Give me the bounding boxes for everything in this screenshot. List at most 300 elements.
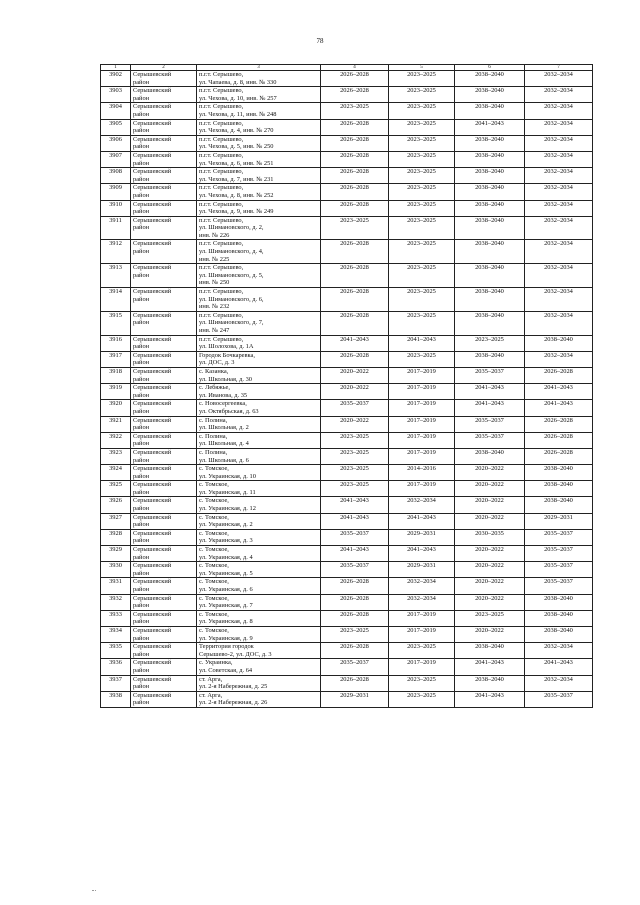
period-value: 2020–2022 xyxy=(475,578,504,586)
district-name: Серышевский xyxy=(133,400,172,408)
period-value: 2023–2025 xyxy=(407,288,436,296)
period-value: 2041–2043 xyxy=(407,546,436,554)
period-value: 2026–2028 xyxy=(340,675,369,683)
address-line: ул. 2-я Набережная, д. 25 xyxy=(199,683,268,691)
district-cell xyxy=(131,264,197,288)
period-cell xyxy=(455,562,525,578)
row-number-cell xyxy=(101,465,131,481)
row-number: 3929 xyxy=(109,546,122,554)
district-name: Серышевский xyxy=(133,691,172,699)
period-cell xyxy=(321,546,389,562)
address-line: ул. Чехова, д. 9, инв. № 249 xyxy=(199,208,274,216)
period-value: 2041–2043 xyxy=(340,546,369,554)
table-row xyxy=(101,497,593,513)
district-type: район xyxy=(133,110,150,118)
district-name: Серышевский xyxy=(133,626,172,634)
period-value: 2023–2025 xyxy=(407,264,436,272)
address-line: ст. Арга, xyxy=(199,675,223,683)
district-cell xyxy=(131,103,197,119)
period-cell xyxy=(455,448,525,464)
period-cell xyxy=(525,311,593,335)
period-cell xyxy=(389,465,455,481)
period-cell xyxy=(321,513,389,529)
table-row xyxy=(101,481,593,497)
district-name: Серышевский xyxy=(133,151,172,159)
period-value: 2020–2022 xyxy=(340,416,369,424)
period-value: 2041–2043 xyxy=(407,513,436,521)
period-cell xyxy=(321,200,389,216)
address-line: п.г.т. Серышево, xyxy=(199,264,244,272)
district-type: район xyxy=(133,424,150,432)
address-cell xyxy=(197,643,321,659)
period-value: 2023–2025 xyxy=(340,448,369,456)
row-number: 3924 xyxy=(109,465,122,473)
address-line: п.г.т. Серышево, xyxy=(199,184,244,192)
district-cell xyxy=(131,184,197,200)
row-number-cell xyxy=(101,416,131,432)
district-cell xyxy=(131,288,197,312)
row-number-cell xyxy=(101,311,131,335)
address-line: инв. № 226 xyxy=(199,231,230,239)
period-cell xyxy=(321,610,389,626)
period-cell xyxy=(321,626,389,642)
address-cell xyxy=(197,546,321,562)
row-number: 3910 xyxy=(109,200,122,208)
period-cell xyxy=(321,335,389,351)
period-value: 2035–2037 xyxy=(544,578,573,586)
period-cell xyxy=(455,384,525,400)
address-line: с. Томское, xyxy=(199,497,229,505)
district-type: район xyxy=(133,699,150,707)
period-value: 2017–2019 xyxy=(407,481,436,489)
district-name: Серышевский xyxy=(133,675,172,683)
period-value: 2026–2028 xyxy=(340,184,369,192)
period-cell xyxy=(321,400,389,416)
address-line: ул. Украинская, д. 9 xyxy=(199,634,253,642)
period-value: 2032–2034 xyxy=(544,103,573,111)
period-cell xyxy=(389,481,455,497)
period-value: 2026–2028 xyxy=(340,311,369,319)
table-row xyxy=(101,448,593,464)
period-value: 2026–2028 xyxy=(340,135,369,143)
table-row xyxy=(101,594,593,610)
period-value: 2038–2040 xyxy=(544,465,573,473)
address-line: ул. Советская, д. 64 xyxy=(199,666,253,674)
address-line: с. Томское, xyxy=(199,465,229,473)
row-number-cell xyxy=(101,264,131,288)
district-type: район xyxy=(133,78,150,86)
period-value: 2020–2022 xyxy=(475,481,504,489)
address-line: ул. Школьная, д. 30 xyxy=(199,375,252,383)
row-number-cell xyxy=(101,513,131,529)
address-cell xyxy=(197,311,321,335)
row-number: 3904 xyxy=(109,103,122,111)
row-number: 3925 xyxy=(109,481,122,489)
district-name: Серышевский xyxy=(133,351,172,359)
column-header: 5 xyxy=(389,65,455,71)
table-row xyxy=(101,384,593,400)
district-type: район xyxy=(133,208,150,216)
address-line: с. Лебяжье, xyxy=(199,384,230,392)
period-cell xyxy=(321,103,389,119)
period-value: 2020–2022 xyxy=(340,384,369,392)
table-row xyxy=(101,87,593,103)
period-value: 2038–2040 xyxy=(475,643,504,651)
table-row xyxy=(101,103,593,119)
period-value: 2041–2043 xyxy=(475,119,504,127)
period-value: 2038–2040 xyxy=(544,626,573,634)
district-name: Серышевский xyxy=(133,200,172,208)
period-cell xyxy=(455,311,525,335)
period-cell xyxy=(525,643,593,659)
period-cell xyxy=(389,497,455,513)
period-value: 2032–2034 xyxy=(544,184,573,192)
period-cell xyxy=(321,151,389,167)
table-row xyxy=(101,513,593,529)
period-cell xyxy=(321,465,389,481)
period-cell xyxy=(321,87,389,103)
district-type: район xyxy=(133,224,150,232)
period-cell xyxy=(525,71,593,87)
table-row xyxy=(101,432,593,448)
district-name: Серышевский xyxy=(133,643,172,651)
period-cell xyxy=(389,675,455,691)
row-number: 3928 xyxy=(109,529,122,537)
period-cell xyxy=(455,643,525,659)
district-cell xyxy=(131,240,197,264)
table-row xyxy=(101,465,593,481)
period-cell xyxy=(525,562,593,578)
table-row xyxy=(101,240,593,264)
district-type: район xyxy=(133,319,150,327)
scan-mark xyxy=(92,890,96,893)
period-value: 2023–2025 xyxy=(407,351,436,359)
row-number: 3933 xyxy=(109,610,122,618)
period-cell xyxy=(455,264,525,288)
district-name: Серышевский xyxy=(133,311,172,319)
district-cell xyxy=(131,465,197,481)
row-number-cell xyxy=(101,216,131,240)
page-number: 78 xyxy=(316,37,324,45)
address-line: ул. Октябрьская, д. 63 xyxy=(199,407,259,415)
period-cell xyxy=(525,119,593,135)
district-type: район xyxy=(133,407,150,415)
period-cell xyxy=(389,87,455,103)
period-cell xyxy=(455,200,525,216)
address-line: ул. Украинская, д. 2 xyxy=(199,521,253,529)
district-type: район xyxy=(133,175,150,183)
period-cell xyxy=(321,448,389,464)
table-body xyxy=(101,71,593,708)
period-cell xyxy=(389,351,455,367)
period-value: 2038–2040 xyxy=(475,264,504,272)
row-number-cell xyxy=(101,168,131,184)
district-type: район xyxy=(133,521,150,529)
period-cell xyxy=(389,546,455,562)
row-number-cell xyxy=(101,562,131,578)
table-row xyxy=(101,71,593,87)
period-value: 2020–2022 xyxy=(475,513,504,521)
district-cell xyxy=(131,135,197,151)
period-value: 2035–2037 xyxy=(475,416,504,424)
row-number: 3917 xyxy=(109,351,122,359)
district-name: Серышевский xyxy=(133,87,172,95)
period-cell xyxy=(525,400,593,416)
row-number: 3931 xyxy=(109,578,122,586)
period-cell xyxy=(321,367,389,383)
row-number-cell xyxy=(101,497,131,513)
period-value: 2032–2034 xyxy=(544,288,573,296)
district-name: Серышевский xyxy=(133,448,172,456)
address-line: с. Томское, xyxy=(199,529,229,537)
period-value: 2032–2034 xyxy=(407,594,436,602)
address-cell xyxy=(197,103,321,119)
row-number-cell xyxy=(101,529,131,545)
district-type: район xyxy=(133,553,150,561)
period-value: 2038–2040 xyxy=(475,311,504,319)
row-number-cell xyxy=(101,643,131,659)
address-cell xyxy=(197,448,321,464)
row-number: 3935 xyxy=(109,643,122,651)
period-cell xyxy=(389,135,455,151)
period-value: 2041–2043 xyxy=(340,497,369,505)
period-cell xyxy=(389,119,455,135)
table-row xyxy=(101,659,593,675)
table-row xyxy=(101,184,593,200)
table-row xyxy=(101,119,593,135)
row-number: 3907 xyxy=(109,151,122,159)
address-line: ул. Украинская, д. 11 xyxy=(199,488,256,496)
address-line: ул. 2-я Набережная, д. 26 xyxy=(199,699,268,707)
address-line: ул. Чехова, д. 4, инв. № 270 xyxy=(199,127,274,135)
period-value: 2038–2040 xyxy=(475,216,504,224)
period-cell xyxy=(455,216,525,240)
address-cell xyxy=(197,71,321,87)
address-line: ул. Украинская, д. 8 xyxy=(199,618,253,626)
period-cell xyxy=(455,659,525,675)
period-cell xyxy=(525,675,593,691)
period-value: 2023–2025 xyxy=(407,168,436,176)
table-row xyxy=(101,610,593,626)
period-value: 2038–2040 xyxy=(475,675,504,683)
period-value: 2023–2025 xyxy=(340,216,369,224)
row-number-cell xyxy=(101,87,131,103)
period-value: 2030–2035 xyxy=(475,529,504,537)
period-cell xyxy=(321,384,389,400)
period-value: 2023–2025 xyxy=(407,151,436,159)
period-cell xyxy=(321,659,389,675)
row-number-cell xyxy=(101,578,131,594)
period-cell xyxy=(525,416,593,432)
row-number-cell xyxy=(101,184,131,200)
period-value: 2023–2025 xyxy=(407,135,436,143)
period-cell xyxy=(321,351,389,367)
address-cell xyxy=(197,691,321,707)
address-line: ул. Чехова, д. 5, инв. № 250 xyxy=(199,143,274,151)
period-value: 2038–2040 xyxy=(475,71,504,78)
row-number-cell xyxy=(101,103,131,119)
district-name: Серышевский xyxy=(133,546,172,554)
row-number-cell xyxy=(101,675,131,691)
period-cell xyxy=(321,481,389,497)
period-cell xyxy=(455,610,525,626)
period-value: 2032–2034 xyxy=(544,675,573,683)
period-value: 2017–2019 xyxy=(407,432,436,440)
period-value: 2029–2031 xyxy=(407,562,436,570)
period-value: 2032–2034 xyxy=(544,119,573,127)
district-type: район xyxy=(133,683,150,691)
district-name: Серышевский xyxy=(133,240,172,248)
period-cell xyxy=(525,481,593,497)
address-line: п.г.т. Серышево, xyxy=(199,151,244,159)
district-cell xyxy=(131,87,197,103)
period-value: 2041–2043 xyxy=(407,335,436,343)
address-cell xyxy=(197,151,321,167)
district-cell xyxy=(131,659,197,675)
period-cell xyxy=(389,562,455,578)
district-cell xyxy=(131,384,197,400)
district-name: Серышевский xyxy=(133,135,172,143)
period-cell xyxy=(455,481,525,497)
period-cell xyxy=(389,367,455,383)
period-value: 2017–2019 xyxy=(407,400,436,408)
period-value: 2038–2040 xyxy=(475,87,504,95)
period-value: 2038–2040 xyxy=(475,168,504,176)
period-value: 2026–2028 xyxy=(544,432,573,440)
row-number: 3902 xyxy=(109,71,122,78)
row-number-cell xyxy=(101,335,131,351)
district-cell xyxy=(131,643,197,659)
district-name: Серышевский xyxy=(133,481,172,489)
period-value: 2038–2040 xyxy=(475,135,504,143)
period-value: 2020–2022 xyxy=(475,594,504,602)
period-cell xyxy=(525,264,593,288)
district-name: Серышевский xyxy=(133,264,172,272)
district-type: район xyxy=(133,375,150,383)
period-value: 2038–2040 xyxy=(544,594,573,602)
district-type: район xyxy=(133,143,150,151)
period-cell xyxy=(389,448,455,464)
address-line: с. Томское, xyxy=(199,562,229,570)
address-line: п.г.т. Серышево, xyxy=(199,240,244,248)
period-value: 2029–2031 xyxy=(407,529,436,537)
district-name: Серышевский xyxy=(133,497,172,505)
address-line: с. Томское, xyxy=(199,546,229,554)
row-number-cell xyxy=(101,351,131,367)
period-cell xyxy=(455,168,525,184)
district-name: Серышевский xyxy=(133,465,172,473)
period-value: 2023–2025 xyxy=(475,335,504,343)
period-cell xyxy=(525,578,593,594)
table-row xyxy=(101,200,593,216)
district-name: Серышевский xyxy=(133,367,172,375)
period-value: 2023–2025 xyxy=(407,643,436,651)
period-value: 2026–2028 xyxy=(340,610,369,618)
address-cell xyxy=(197,513,321,529)
period-cell xyxy=(455,691,525,707)
address-cell xyxy=(197,562,321,578)
period-cell xyxy=(525,240,593,264)
district-name: Серышевский xyxy=(133,288,172,296)
address-line: ул. Украинская, д. 6 xyxy=(199,586,253,593)
district-type: район xyxy=(133,456,150,464)
period-cell xyxy=(525,691,593,707)
row-number: 3916 xyxy=(109,335,122,343)
period-cell xyxy=(455,529,525,545)
period-cell xyxy=(389,643,455,659)
table-row xyxy=(101,264,593,288)
period-value: 2032–2034 xyxy=(544,351,573,359)
district-cell xyxy=(131,562,197,578)
district-name: Серышевский xyxy=(133,659,172,667)
period-value: 2041–2043 xyxy=(340,513,369,521)
period-cell xyxy=(389,384,455,400)
address-line: ул. Чехова, д. 8, инв. № 252 xyxy=(199,191,274,199)
period-cell xyxy=(389,240,455,264)
column-header: 3 xyxy=(197,65,321,71)
address-cell xyxy=(197,400,321,416)
district-cell xyxy=(131,335,197,351)
period-value: 2023–2025 xyxy=(407,71,436,78)
period-value: 2026–2028 xyxy=(340,264,369,272)
address-line: с. Томское, xyxy=(199,610,229,618)
address-cell xyxy=(197,184,321,200)
period-cell xyxy=(525,513,593,529)
address-line: п.г.т. Серышево, xyxy=(199,87,244,95)
district-cell xyxy=(131,497,197,513)
period-cell xyxy=(321,168,389,184)
period-value: 2035–2037 xyxy=(544,546,573,554)
period-value: 2032–2034 xyxy=(544,151,573,159)
period-value: 2023–2025 xyxy=(340,481,369,489)
period-value: 2023–2025 xyxy=(407,240,436,248)
address-cell xyxy=(197,465,321,481)
period-value: 2026–2028 xyxy=(340,200,369,208)
district-type: район xyxy=(133,634,150,642)
district-name: Серышевский xyxy=(133,529,172,537)
period-cell xyxy=(389,184,455,200)
row-number-cell xyxy=(101,384,131,400)
period-cell xyxy=(321,529,389,545)
row-number: 3937 xyxy=(109,675,122,683)
district-cell xyxy=(131,546,197,562)
district-type: район xyxy=(133,472,150,480)
address-line: с. Полина, xyxy=(199,432,228,440)
address-line: инв. № 232 xyxy=(199,303,230,311)
period-cell xyxy=(525,216,593,240)
address-line: с. Томское, xyxy=(199,578,229,586)
period-value: 2023–2025 xyxy=(407,119,436,127)
address-cell xyxy=(197,240,321,264)
address-line: Территория городок xyxy=(199,643,254,651)
address-cell xyxy=(197,119,321,135)
address-line: с. Новосергеевка, xyxy=(199,400,247,408)
district-cell xyxy=(131,513,197,529)
row-number-cell xyxy=(101,691,131,707)
address-line: ул. ДОС, д. 3 xyxy=(199,359,235,367)
row-number-cell xyxy=(101,432,131,448)
period-cell xyxy=(455,432,525,448)
district-name: Серышевский xyxy=(133,384,172,392)
district-name: Серышевский xyxy=(133,71,172,78)
district-type: район xyxy=(133,569,150,577)
address-cell xyxy=(197,264,321,288)
district-type: район xyxy=(133,602,150,610)
row-number-cell xyxy=(101,626,131,642)
address-cell xyxy=(197,578,321,594)
address-line: ул. Школьная, д. 2 xyxy=(199,424,249,432)
period-cell xyxy=(525,335,593,351)
